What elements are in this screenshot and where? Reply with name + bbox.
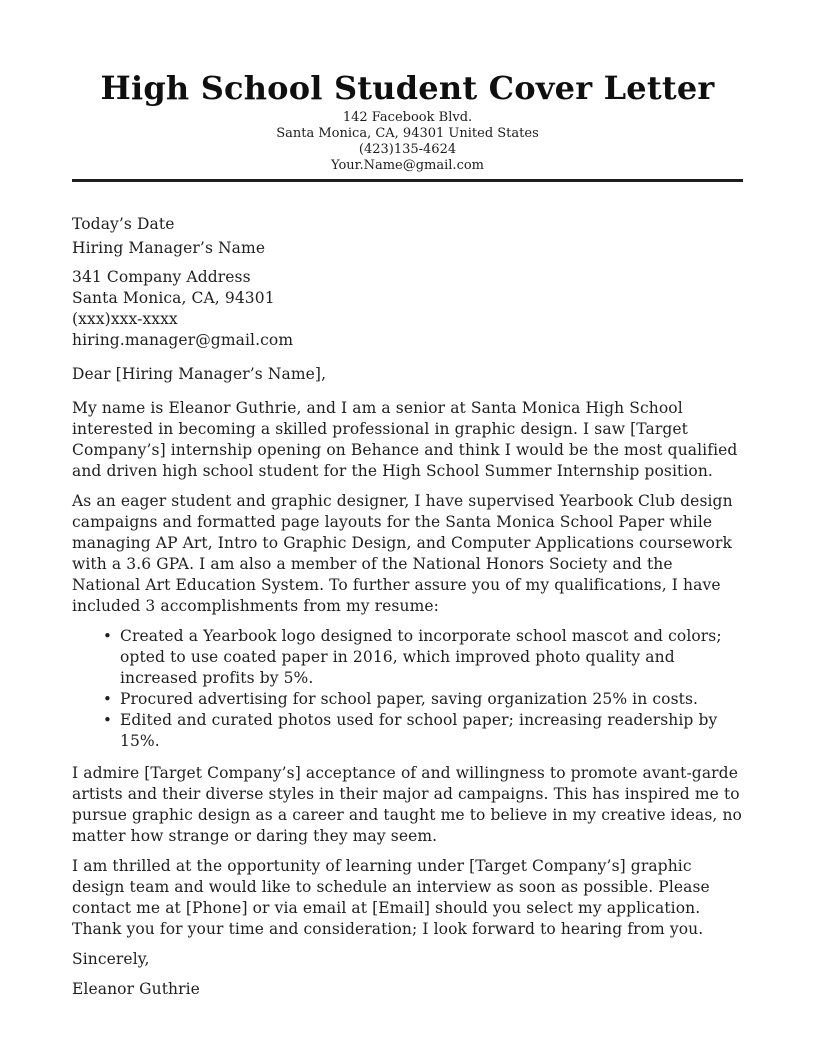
paragraph-qualifications: As an eager student and graphic designer, I have supervised Yearbook Club design campaigns and formatted page layouts for the Santa Monica School Paper while managing AP Art, Intro to Graphic Design, and Computer Applications coursework with a 3.6 GPA. I am also a member of the National Honors Society and the National Art Education System. To further assure you of my qualifications, I have included 3 accomplishments from my resume: — [72, 492, 733, 615]
company-address: 341 Company Address — [72, 268, 251, 286]
letter-body — [0, 182, 815, 1000]
paragraph-admiration: I admire [Target Company’s] acceptance of and willingness to promote avant-garde artists and their diverse styles in their major ad campaigns. This has inspired me to pursue graphic design as a career and taught me to believe in my creative ideas, no matter how strange or daring they may seem. — [72, 764, 742, 845]
company-email: hiring.manager@gmail.com — [72, 331, 294, 349]
accomplishments-list — [72, 626, 743, 752]
company-phone: (xxx)xxx-xxxx — [72, 310, 178, 328]
company-city: Santa Monica, CA, 94301 — [72, 289, 275, 307]
letterhead-address: 142 Facebook Blvd. — [342, 110, 473, 125]
paragraph-call-to-action: I am thrilled at the opportunity of learning under [Target Company’s] graphic design team and would like to schedule an interview as soon as possible. Please contact me at [Phone] or via email at [Email] should you select my application. Thank you for your time and consideration; I look forward to hearing from you. — [72, 857, 710, 938]
paragraph-intro: My name is Eleanor Guthrie, and I am a senior at Santa Monica High School interested in becoming a skilled professional in graphic design. I saw [Target Company’s] internship opening on Behance and think I would be the most qualified and driven high school student for the High School Summer Internship position. — [72, 399, 738, 480]
signature-name: Eleanor Guthrie — [72, 980, 200, 998]
company-address-block — [72, 267, 743, 351]
list-item: • Edited and curated photos used for school paper; increasing readership by 15%. — [120, 710, 743, 752]
salutation: Dear [Hiring Manager’s Name], — [72, 365, 327, 383]
recipient-name: Hiring Manager’s Name — [72, 239, 266, 257]
signoff: Sincerely, — [72, 950, 150, 968]
page-title: High School Student Cover Letter — [100, 69, 715, 107]
list-item: • Created a Yearbook logo designed to incorporate school mascot and colors; opted to use coated paper in 2016, which improved photo quality and increased profits by 5%. — [120, 626, 743, 689]
letterhead — [0, 0, 815, 174]
list-item: • Procured advertising for school paper, saving organization 25% in costs. — [120, 689, 743, 710]
letterhead-email: Your.Name@gmail.com — [331, 158, 484, 173]
letter-date: Today’s Date — [72, 215, 175, 233]
letterhead-phone: (423)135-4624 — [358, 142, 457, 157]
letterhead-city: Santa Monica, CA, 94301 United States — [276, 126, 539, 141]
